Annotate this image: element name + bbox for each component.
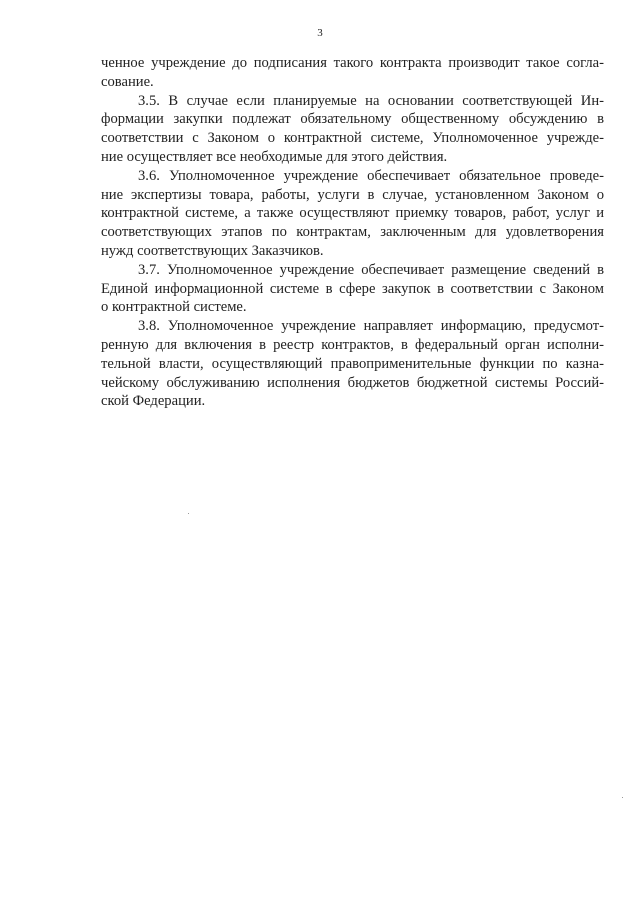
text-line: о контрактной системе.: [101, 299, 247, 316]
text-line: ренную для включения в реестр контрактов, в федеральный орган исполни-: [101, 336, 604, 353]
text-line: Единой информационной системе в сфере закупок в соответствии с Законом: [101, 280, 604, 297]
document-body: [101, 54, 604, 411]
text-line: 3.5. В случае если планируемые на основании соответствующей Ин-: [138, 92, 604, 109]
page-number: 3: [317, 27, 323, 39]
text-line: соответствии с Законом о контрактной системе, Уполномоченное учрежде-: [101, 130, 604, 147]
paragraph-3-7: [101, 261, 604, 317]
text-line: ние экспертизы товара, работы, услуги в случае, установленном Законом о: [101, 186, 604, 203]
text-line: чейскому обслуживанию исполнения бюджетов бюджетной системы Россий-: [101, 374, 604, 391]
paragraph-3-5: [101, 92, 604, 167]
text-line: 3.8. Уполномоченное учреждение направляет информацию, предусмот-: [138, 318, 604, 335]
text-line: сование.: [101, 73, 154, 90]
text-line: соответствующих этапов по контрактам, заключенным для удовлетворения: [101, 224, 604, 241]
text-line: ской Федерации.: [101, 393, 206, 410]
text-line: ние осуществляет все необходимые для этого действия.: [101, 148, 448, 165]
paragraph-3-6: [101, 167, 604, 261]
text-line: 3.7. Уполномоченное учреждение обеспечивает размещение сведений в: [138, 261, 604, 278]
text-line: тельной власти, осуществляющий правоприменительные функции по казна-: [101, 355, 604, 372]
text-line: 3.6. Уполномоченное учреждение обеспечивает обязательное проведе-: [138, 167, 604, 184]
scan-speck: [622, 797, 623, 798]
text-line: ченное учреждение до подписания такого контракта производит такое согла-: [101, 55, 604, 71]
text-line: формации закупки подлежат обязательному общественному обсуждению в: [101, 111, 604, 128]
paragraph-3-8: [101, 317, 604, 411]
paragraph-continuation: [101, 54, 604, 92]
text-line: контрактной системе, а также осуществляют приемку товаров, работ, услуг и: [101, 205, 604, 222]
text-line: нужд соответствующих Заказчиков.: [101, 242, 324, 259]
scan-speck: [188, 513, 189, 514]
